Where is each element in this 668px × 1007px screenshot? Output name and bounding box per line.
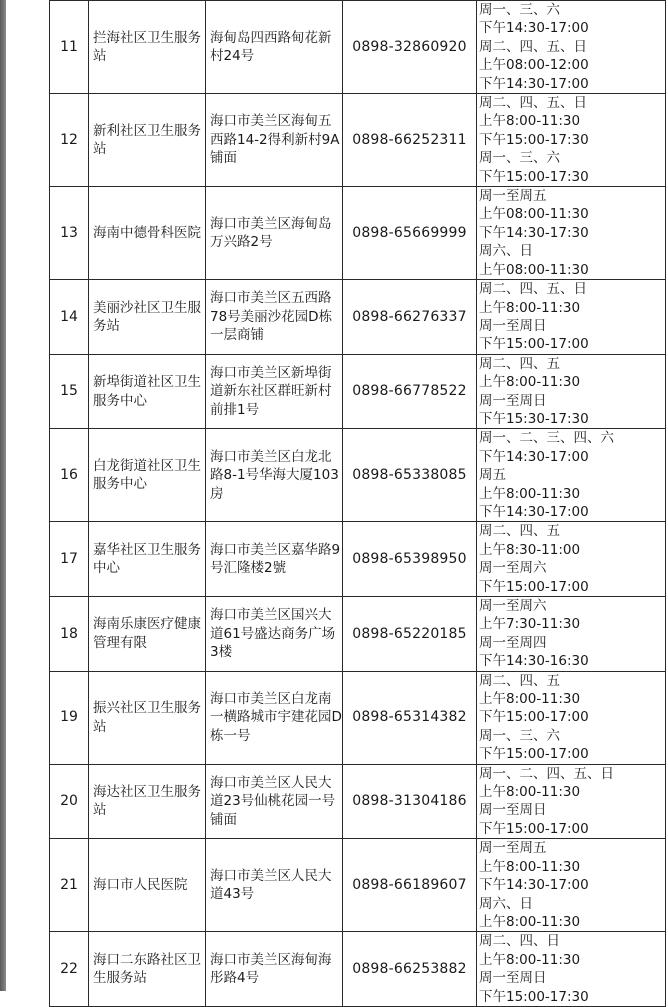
hours-line: 周一、三、六 — [479, 2, 560, 18]
clinic-hours — [477, 429, 666, 522]
hours-line: 上午8:00-11:30 — [479, 374, 581, 391]
hours-line: 下午14:30-17:30 — [479, 224, 589, 241]
hours-line: 周一至周六 — [479, 560, 547, 577]
clinic-hours — [477, 1, 666, 94]
clinic-hours — [477, 94, 666, 187]
table-row — [50, 932, 666, 1007]
hours-line: 周一至周四 — [479, 634, 547, 651]
hours-line: 下午14:30-17:00 — [479, 20, 589, 37]
hours-line: 周二、四、五、日 — [479, 281, 587, 298]
hours-line: 上午8:00-11:30 — [479, 858, 581, 875]
hours-line: 下午15:00-17:00 — [479, 820, 589, 837]
hours-line: 周一至周日 — [479, 317, 547, 334]
hours-line: 上午8:00-11:30 — [479, 951, 581, 968]
clinic-phone: 0898-65398950 — [343, 522, 477, 597]
row-number: 20 — [50, 764, 89, 839]
row-number: 21 — [50, 839, 89, 932]
hours-line: 周一至周日 — [479, 970, 547, 987]
hours-line: 周六、日 — [479, 243, 533, 260]
hours-line: 周一、二、三、四、六 — [479, 430, 614, 447]
hours-line: 下午15:00-17:00 — [479, 709, 589, 726]
hours-line: 周一、三、六 — [479, 150, 560, 167]
row-number: 14 — [50, 280, 89, 355]
clinic-address: 海口市美兰区人民大道23号仙桃花园一号铺面 — [206, 764, 343, 839]
clinic-address: 海口市美兰区人民大道43号 — [206, 839, 343, 932]
hours-line: 周一至周五 — [479, 840, 547, 857]
clinic-phone: 0898-65669999 — [343, 187, 477, 280]
clinic-hours — [477, 839, 666, 932]
hours-line: 下午15:00-17:00 — [479, 578, 589, 595]
hours-line: 上午8:30-11:00 — [479, 541, 581, 558]
clinic-phone: 0898-65314382 — [343, 671, 477, 764]
hours-line: 周二、四、五、日 — [479, 95, 587, 112]
row-number: 11 — [50, 1, 89, 94]
clinic-address: 海口市美兰区海甸五西路14-2得利新村9A铺面 — [206, 94, 343, 187]
clinic-name: 嘉华社区卫生服务中心 — [89, 522, 206, 597]
table-row — [50, 839, 666, 932]
hours-line: 周二、四、五 — [479, 355, 560, 372]
clinic-name: 白龙街道社区卫生服务中心 — [89, 429, 206, 522]
clinic-address: 海口市美兰区五西路78号美丽沙花园D栋一层商铺 — [206, 280, 343, 355]
clinic-hours — [477, 671, 666, 764]
table-row — [50, 764, 666, 839]
hours-line: 下午15:00-17:30 — [479, 988, 589, 1005]
clinic-name: 海南乐康医疗健康管理有限 — [89, 597, 206, 672]
hours-line: 上午8:00-11:30 — [479, 691, 581, 708]
hours-line: 上午08:00-12:00 — [479, 57, 589, 74]
row-number: 22 — [50, 932, 89, 1007]
table-row — [50, 671, 666, 764]
clinic-name: 拦海社区卫生服务站 — [89, 1, 206, 94]
clinic-schedule-table — [49, 0, 666, 1007]
hours-line: 下午15:00-17:00 — [479, 336, 589, 353]
hours-line: 周一、二、四、五、日 — [479, 765, 614, 782]
hours-line: 下午14:30-17:00 — [479, 503, 589, 520]
clinic-address: 海口市美兰区白龙南一横路城市宇建花园D栋一号 — [206, 671, 343, 764]
table-row — [50, 354, 666, 429]
table-row — [50, 280, 666, 355]
clinic-hours — [477, 354, 666, 429]
hours-line: 周一、三、六 — [479, 727, 560, 744]
clinic-phone: 0898-66276337 — [343, 280, 477, 355]
hours-line: 周二、四、五、日 — [479, 38, 587, 55]
table-row — [50, 522, 666, 597]
clinic-hours — [477, 187, 666, 280]
hours-line: 下午15:00-17:30 — [479, 168, 589, 185]
hours-line: 上午8:00-11:30 — [479, 784, 581, 801]
clinic-phone: 0898-66778522 — [343, 354, 477, 429]
table-body — [50, 1, 666, 1007]
hours-line: 下午15:00-17:30 — [479, 131, 589, 148]
hours-line: 上午7:30-11:30 — [479, 616, 581, 633]
clinic-address: 海甸岛四西路甸花新村24号 — [206, 1, 343, 94]
hours-line: 上午8:00-11:30 — [479, 485, 581, 502]
table-row — [50, 429, 666, 522]
table-row — [50, 94, 666, 187]
clinic-phone: 0898-65220185 — [343, 597, 477, 672]
clinic-name: 振兴社区卫生服务站 — [89, 671, 206, 764]
table-row — [50, 1, 666, 94]
clinic-address: 海口市美兰区新埠街道新东社区群旺新村前排1号 — [206, 354, 343, 429]
table-row — [50, 187, 666, 280]
clinic-name: 海口市人民医院 — [89, 839, 206, 932]
clinic-address: 海口市美兰区嘉华路9号汇隆楼2號 — [206, 522, 343, 597]
clinic-address: 海口市美兰区海甸岛万兴路2号 — [206, 187, 343, 280]
row-number: 13 — [50, 187, 89, 280]
page-left-edge — [0, 0, 6, 991]
hours-line: 周二、四、日 — [479, 933, 560, 950]
clinic-phone: 0898-66252311 — [343, 94, 477, 187]
hours-line: 下午14:30-16:30 — [479, 653, 589, 670]
clinic-hours — [477, 764, 666, 839]
clinic-name: 海口二东路社区卫生服务站 — [89, 932, 206, 1007]
row-number: 12 — [50, 94, 89, 187]
hours-line: 周五 — [479, 467, 506, 484]
hours-line: 上午08:00-11:30 — [479, 261, 589, 278]
hours-line: 周一至周日 — [479, 392, 547, 409]
clinic-phone: 0898-65338085 — [343, 429, 477, 522]
clinic-hours — [477, 932, 666, 1007]
clinic-hours — [477, 280, 666, 355]
clinic-hours — [477, 522, 666, 597]
hours-line: 下午15:00-17:00 — [479, 746, 589, 763]
hours-line: 下午14:30-17:00 — [479, 75, 589, 92]
row-number: 17 — [50, 522, 89, 597]
clinic-phone: 0898-32860920 — [343, 1, 477, 94]
clinic-name: 新埠街道社区卫生服务中心 — [89, 354, 206, 429]
clinic-address: 海口市美兰区白龙北路8-1号华海大厦103房 — [206, 429, 343, 522]
clinic-phone: 0898-66189607 — [343, 839, 477, 932]
hours-line: 上午8:00-11:30 — [479, 299, 581, 316]
clinic-address: 海口市美兰区海甸海彤路4号 — [206, 932, 343, 1007]
clinic-name: 新利社区卫生服务站 — [89, 94, 206, 187]
hours-line: 上午8:00-11:30 — [479, 113, 581, 130]
hours-line: 周六、日 — [479, 895, 533, 912]
clinic-name: 海达社区卫生服务站 — [89, 764, 206, 839]
hours-line: 上午8:00-11:30 — [479, 913, 581, 930]
row-number: 19 — [50, 671, 89, 764]
hours-line: 周一至周五 — [479, 188, 547, 205]
hours-line: 周二、四、五 — [479, 672, 560, 689]
row-number: 15 — [50, 354, 89, 429]
row-number: 16 — [50, 429, 89, 522]
hours-line: 下午14:30-17:00 — [479, 877, 589, 894]
clinic-hours — [477, 597, 666, 672]
hours-line: 周一至周六 — [479, 598, 547, 614]
clinic-address: 海口市美兰区国兴大道61号盛达商务广场 3楼 — [206, 597, 343, 672]
hours-line: 上午08:00-11:30 — [479, 206, 589, 223]
clinic-name: 海南中德骨科医院 — [89, 187, 206, 280]
hours-line: 周一至周日 — [479, 802, 547, 819]
hours-line: 周二、四、五 — [479, 523, 560, 540]
row-number: 18 — [50, 597, 89, 672]
table-row — [50, 597, 666, 672]
clinic-phone: 0898-31304186 — [343, 764, 477, 839]
hours-line: 下午15:30-17:30 — [479, 410, 589, 427]
clinic-name: 美丽沙社区卫生服务站 — [89, 280, 206, 355]
clinic-phone: 0898-66253882 — [343, 932, 477, 1007]
hours-line: 下午14:30-17:00 — [479, 448, 589, 465]
